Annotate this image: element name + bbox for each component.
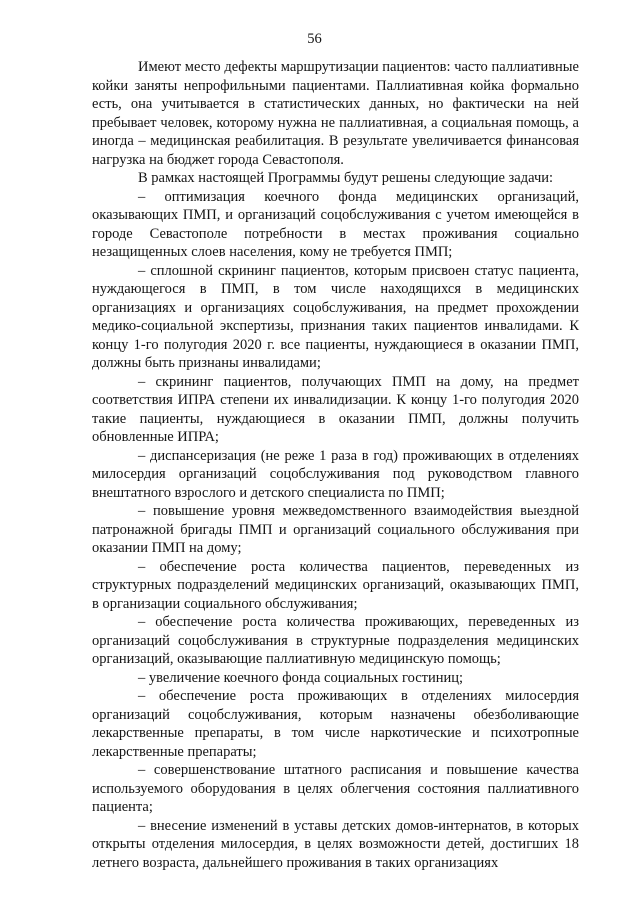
list-item-bed-fund-optimization: – оптимизация коечного фонда медицинских организаций, оказывающих ПМП, и организаций соцобслуживания с учетом имеющейся в городе Севастополе потребности в местах проживания социально незащищенных слоев населения, кому не требуется ПМП; <box>92 188 579 260</box>
list-item-analgesics: – обеспечение роста проживающих в отделениях милосердия организаций соцобслуживания, которым назначены обезболивающие лекарственные препараты, в том числе наркотические и психотропные лекарственные препараты; <box>92 688 579 760</box>
list-item-interagency-cooperation: – повышение уровня межведомственного взаимодействия выездной патронажной бригады ПМП и организаций социального обслуживания при оказании ПМП на дому; <box>92 503 579 556</box>
paragraph-routing-defects: Имеют место дефекты маршрутизации пациентов: часто паллиативные койки заняты непрофильными пациентами. Паллиативная койка формально есть, она учитывается в статистических данных, но фактически на ней пребывает человек, которому нужна не паллиативная, а социальная помощь, а иногда – медицинская реабилитация. В результате увеличивается финансовая нагрузка на бюджет города Севастополя. <box>92 59 579 168</box>
page-number: 56 <box>307 31 322 47</box>
list-item-dispensarization: – диспансеризация (не реже 1 раза в год) проживающих в отделениях милосердия организаций соцобслуживания под руководством главного внештатного взрослого и детского специалиста по ПМП; <box>92 447 579 501</box>
paragraph-program-tasks-intro: В рамках настоящей Программы будут решены следующие задачи: <box>138 170 554 186</box>
list-item-transfer-to-social-services: – обеспечение роста количества пациентов, переведенных из структурных подразделений медицинских организаций, оказывающих ПМП, в организации социального обслуживания; <box>92 558 579 612</box>
list-item-patient-screening: – сплошной скрининг пациентов, которым присвоен статус пациента, нуждающегося в ПМП, в том числе находящихся в медицинских организациях и организациях соцобслуживания, на предмет прохождении медико-социальной экспертизы, признания таких пациентов инвалидами. К концу 1-го полугодия 2020 г. все пациенты, нуждающиеся в оказании ПМП, должны быть признаны инвалидами; <box>92 262 579 371</box>
list-item-staffing-equipment: – совершенствование штатного расписания и повышение качества используемого оборудования в целях облегчения состояния паллиативного пациента; <box>92 762 579 815</box>
list-item-home-care-screening: – скрининг пациентов, получающих ПМП на дому, на предмет соответствия ИПРА степени их инвалидизации. К концу 1-го полугодия 2020 такие пациенты, нуждающиеся в оказании ПМП, должны получить обновленные ИПРА; <box>92 373 579 445</box>
list-item-transfer-to-medical: – обеспечение роста количества проживающих, переведенных из организаций соцобслуживания в структурные подразделения медицинских организаций, оказывающие паллиативную медицинскую помощь; <box>92 614 579 667</box>
list-item-social-hotels: – увеличение коечного фонда социальных гостиниц; <box>138 669 464 686</box>
body-text <box>92 58 579 872</box>
list-item-charter-changes: – внесение изменений в уставы детских домов-интернатов, в которых открыты отделения милосердия, в целях возможности детей, достигших 18 летнего возраста, дальнейшего проживания в таких организациях <box>92 817 579 871</box>
